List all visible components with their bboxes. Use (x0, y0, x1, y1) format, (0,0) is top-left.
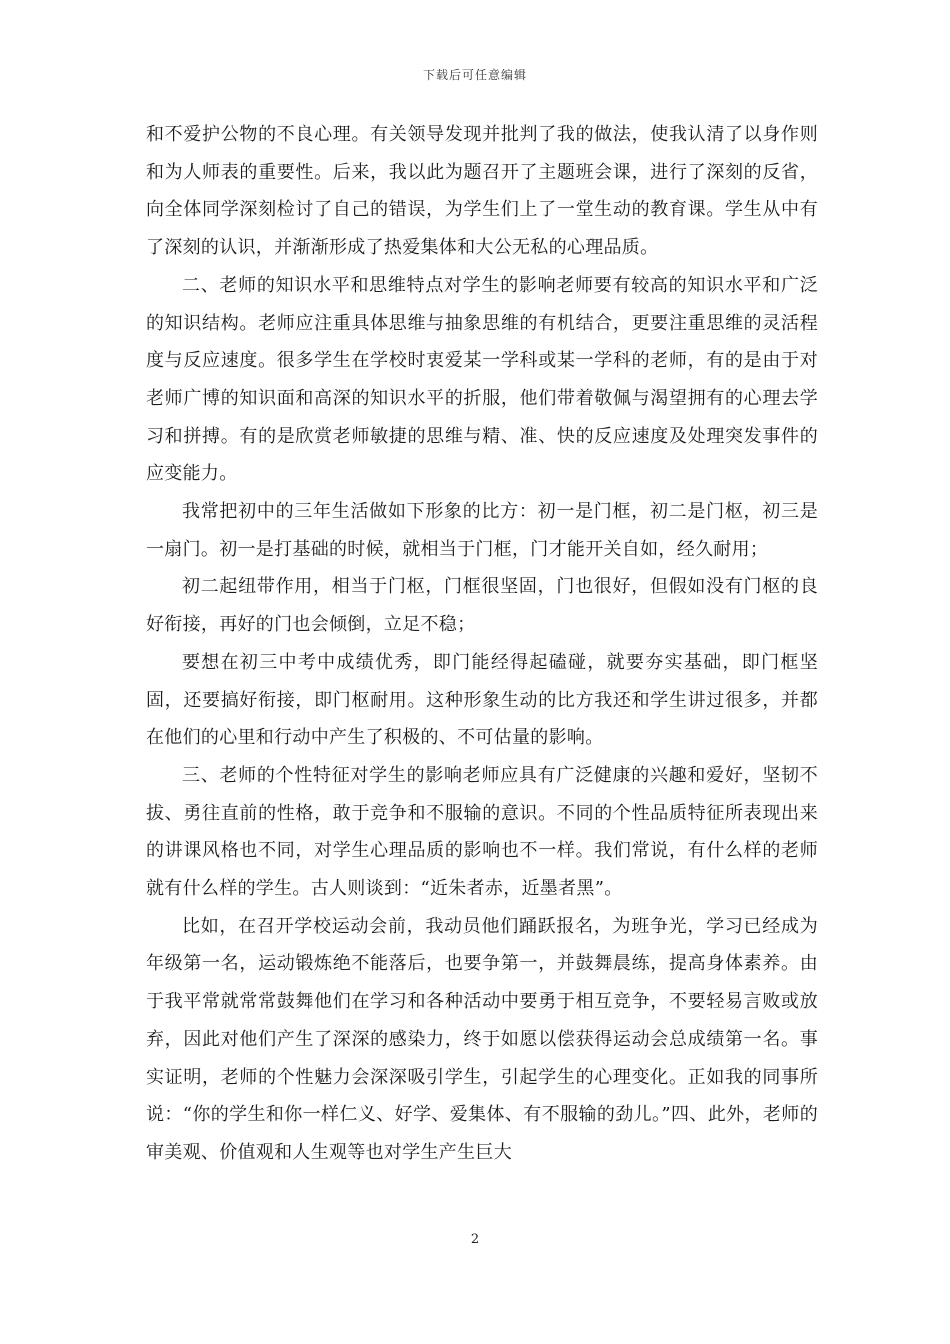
page-number: 2 (470, 1232, 480, 1247)
paragraph-grade-three: 要想在初三中考中成绩优秀，即门能经得起磕碰，就要夯实基础，即门框坚固，还要搞好衔接，即门枢耐用。这种形象生动的比方我还和学生讲过很多，并都在他们的心里和行动中产生了积极的、不可估量的影响。 (146, 651, 818, 749)
paragraph-grade-two: 初二起纽带作用，相当于门枢，门框很坚固，门也很好，但假如没有门枢的良好衔接，再好的门也会倾倒，立足不稳； (146, 576, 818, 636)
paragraph-personality: 三、老师的个性特征对学生的影响老师应具有广泛健康的兴趣和爱好，坚韧不拔、勇往直前的性格，敢于竞争和不服输的意识。不同的个性品质特征所表现出来的讲课风格也不同，对学生心理品质的影响也不一样。我们常说，有什么样的老师就有什么样的学生。古人则谈到：“近朱者赤，近墨者黑”。 (146, 764, 818, 900)
paragraph-door-metaphor: 我常把初中的三年生活做如下形象的比方：初一是门框，初二是门枢，初三是一扇门。初一是打基础的时候，就相当于门框，门才能开关自如，经久耐用； (146, 501, 818, 560)
paragraph-knowledge-level: 二、老师的知识水平和思维特点对学生的影响老师要有较高的知识水平和广泛的知识结构。老师应注重具体思维与抽象思维的有机结合，更要注重思维的灵活程度与反应速度。很多学生在学校时衷爱某一学科或某一学科的老师，有的是由于对老师广博的知识面和高深的知识水平的折服，他们带着敬佩与渴望拥有的心理去学习和拼搏。有的是欣赏老师敏捷的思维与精、准、快的反应速度及处理突发事件的应变能力。 (146, 274, 818, 485)
document-body (146, 116, 818, 1172)
paragraph-sports-meet: 比如，在召开学校运动会前，我动员他们踊跃报名，为班争光，学习已经成为年级第一名，运动锻炼绝不能落后，也要争第一，并鼓舞晨练，提高身体素养。由于我平常就常常鼓舞他们在学习和各种活动中要勇于相互竞争，不要轻易言败或放弃，因此对他们产生了深深的感染力，终于如愿以偿获得运动会总成绩第一名。事实证明，老师的个性魅力会深深吸引学生，引起学生的心理变化。正如我的同事所说：“你的学生和你一样仁义、好学、爱集体、有不服输的劲儿。”四、此外，老师的审美观、价值观和人生观等也对学生产生巨大 (146, 915, 818, 1163)
page-header: 下载后可任意编辑 (422, 68, 527, 82)
paragraph-continuation: 和不爱护公物的不良心理。有关领导发现并批判了我的做法，使我认清了以身作则和为人师表的重要性。后来，我以此为题召开了主题班会课，进行了深刻的反省，向全体同学深刻检讨了自己的错误，为学生们上了一堂生动的教育课。学生从中有了深刻的认识，并渐渐形成了热爱集体和大公无私的心理品质。 (146, 124, 818, 259)
